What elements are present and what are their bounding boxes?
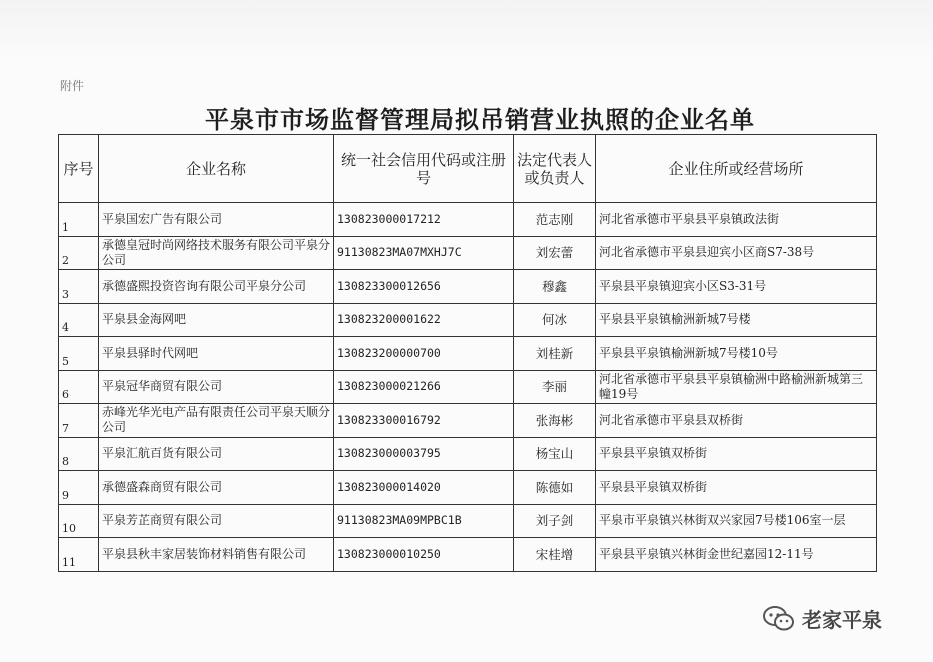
table-body (59, 203, 877, 572)
cell-no: 11 (59, 538, 99, 572)
document-title: 平泉市市场监督管理局拟吊销营业执照的企业名单 (205, 105, 755, 134)
table-row (59, 303, 877, 337)
cell-addr: 平泉县平泉镇双桥街 (596, 471, 877, 505)
cell-addr: 平泉县平泉镇榆洲新城7号楼10号 (596, 337, 877, 371)
table-row (59, 370, 877, 404)
cell-name: 平泉县驿时代网吧 (99, 337, 334, 371)
cell-addr: 平泉县平泉镇兴林街金世纪嘉园12-11号 (596, 538, 877, 572)
scan-shade (0, 0, 933, 60)
cell-rep: 刘宏蕾 (514, 236, 596, 270)
cell-name: 赤峰光华光电产品有限责任公司平泉天顺分公司 (99, 404, 334, 438)
cell-code: 130823000003795 (334, 437, 514, 471)
table-row (59, 337, 877, 371)
cell-name: 平泉县秋丰家居装饰材料销售有限公司 (99, 538, 334, 572)
cell-addr: 平泉县平泉镇榆洲新城7号楼 (596, 303, 877, 337)
table-row (59, 471, 877, 505)
wechat-logo-icon (762, 605, 796, 633)
cell-no: 5 (59, 337, 99, 371)
table-header-row (59, 135, 877, 203)
cell-no: 10 (59, 504, 99, 538)
cell-rep: 刘子剑 (514, 504, 596, 538)
cell-no: 9 (59, 471, 99, 505)
header-code: 统一社会信用代码或注册号 (334, 135, 514, 203)
header-name: 企业名称 (99, 135, 334, 203)
cell-addr: 平泉市平泉镇兴林街双兴家园7号楼106室一层 (596, 504, 877, 538)
header-addr: 企业住所或经营场所 (596, 135, 877, 203)
table-row (59, 538, 877, 572)
cell-name: 平泉冠华商贸有限公司 (99, 370, 334, 404)
cell-rep: 刘桂新 (514, 337, 596, 371)
cell-addr: 平泉县平泉镇双桥街 (596, 437, 877, 471)
cell-rep: 杨宝山 (514, 437, 596, 471)
cell-code: 130823200001622 (334, 303, 514, 337)
cell-addr: 河北省承德市平泉县迎宾小区商S7-38号 (596, 236, 877, 270)
cell-rep: 李丽 (514, 370, 596, 404)
cell-addr: 河北省承德市平泉县双桥街 (596, 404, 877, 438)
table-row (59, 404, 877, 438)
cell-code: 130823000010250 (334, 538, 514, 572)
cell-rep: 陈德如 (514, 471, 596, 505)
cell-rep: 范志刚 (514, 203, 596, 237)
cell-code: 130823000014020 (334, 471, 514, 505)
header-rep: 法定代表人或负责人 (514, 135, 596, 203)
table-row (59, 504, 877, 538)
cell-code: 91130823MA07MXHJ7C (334, 236, 514, 270)
watermark-text: 老家平泉 (802, 608, 882, 632)
table-row (59, 236, 877, 270)
cell-code: 130823000021266 (334, 370, 514, 404)
header-no: 序号 (59, 135, 99, 203)
cell-addr: 平泉县平泉镇迎宾小区S3-31号 (596, 270, 877, 304)
cell-code: 130823000017212 (334, 203, 514, 237)
cell-rep: 张海彬 (514, 404, 596, 438)
cell-addr: 河北省承德市平泉县平泉镇榆洲中路榆洲新城第三幢19号 (596, 370, 877, 404)
cell-no: 7 (59, 404, 99, 438)
cell-code: 130823300012656 (334, 270, 514, 304)
cell-code: 91130823MA09MPBC1B (334, 504, 514, 538)
cell-name: 平泉芳芷商贸有限公司 (99, 504, 334, 538)
cell-code: 130823200000700 (334, 337, 514, 371)
cell-no: 6 (59, 370, 99, 404)
cell-rep: 宋桂增 (514, 538, 596, 572)
cell-name: 平泉汇航百货有限公司 (99, 437, 334, 471)
cell-no: 3 (59, 270, 99, 304)
enterprise-table (58, 134, 877, 572)
cell-no: 8 (59, 437, 99, 471)
cell-addr: 河北省承德市平泉县平泉镇政法街 (596, 203, 877, 237)
cell-name: 承德皇冠时尚网络技术服务有限公司平泉分公司 (99, 236, 334, 270)
attachment-label: 附件 (60, 79, 85, 93)
table-row (59, 203, 877, 237)
cell-no: 1 (59, 203, 99, 237)
cell-no: 4 (59, 303, 99, 337)
cell-name: 承德盛熙投资咨询有限公司平泉分公司 (99, 270, 334, 304)
table-row (59, 270, 877, 304)
cell-no: 2 (59, 236, 99, 270)
cell-name: 平泉县金海网吧 (99, 303, 334, 337)
cell-rep: 穆鑫 (514, 270, 596, 304)
cell-name: 平泉国宏广告有限公司 (99, 203, 334, 237)
cell-name: 承德盛森商贸有限公司 (99, 471, 334, 505)
cell-code: 130823300016792 (334, 404, 514, 438)
wechat-watermark (762, 604, 882, 633)
cell-rep: 何冰 (514, 303, 596, 337)
table-row (59, 437, 877, 471)
